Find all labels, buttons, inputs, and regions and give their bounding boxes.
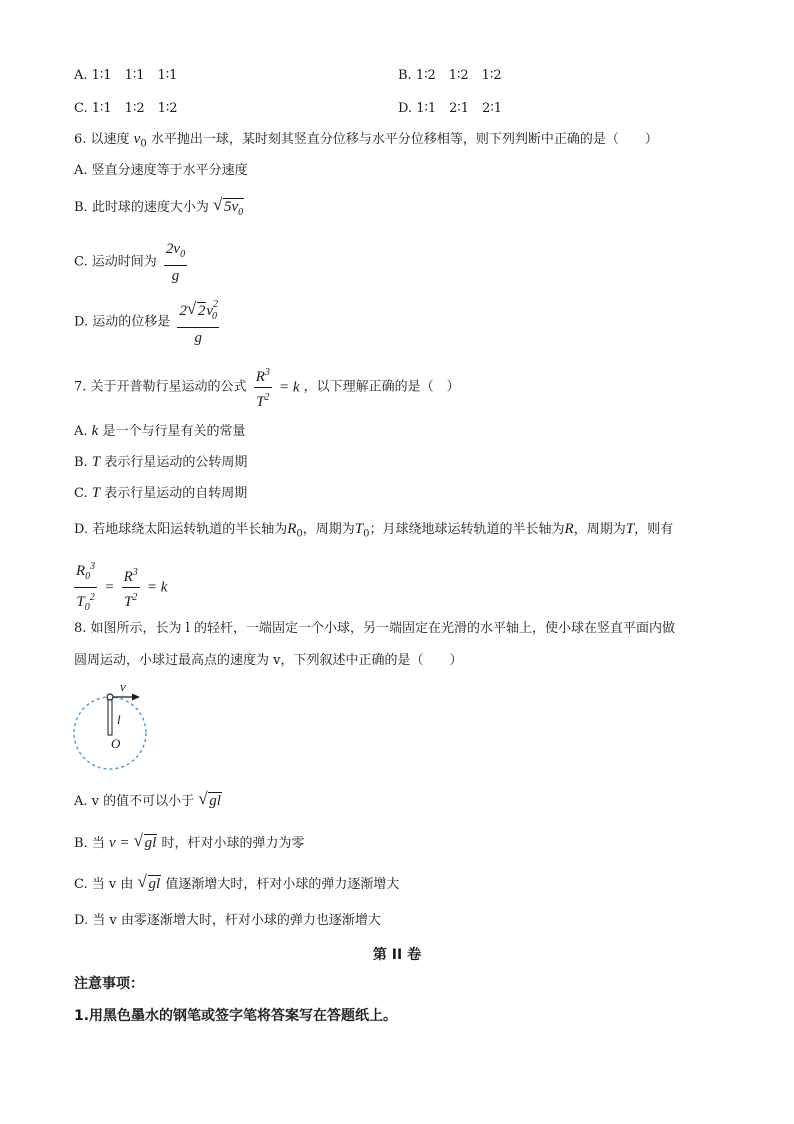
q8-option-a: A. v 的值不可以小于 √ gl <box>74 789 221 809</box>
fraction: 2 √ $2v^2_0$ g <box>179 299 219 346</box>
rod <box>108 697 112 735</box>
q8-figure <box>68 678 178 778</box>
label-l: l <box>117 712 121 727</box>
label-o: O <box>111 736 121 751</box>
q6-option-d: D. 运动的位移是 2 √ $2v^2_0$ g <box>74 299 219 346</box>
option-c-prev: C. 1∶1 1∶2 1∶2 <box>74 101 178 116</box>
q8-stem-line2: 圆周运动，小球过最高点的速度为 v，下列叙述中正确的是（ ） <box>74 653 463 668</box>
option-b-prev: B. 1∶2 1∶2 1∶2 <box>398 68 502 83</box>
q6-stem: 6. 以速度 $v_0$ 水平抛出一球，某时刻其竖直分位移与水平分位移相等，则下列判断中正确的是（ ） <box>74 131 658 150</box>
q8-option-c: C. 当 v 由 √ gl 值逐渐增大时，杆对小球的弹力逐渐增大 <box>74 872 400 892</box>
option-d-prev: D. 1∶1 2∶1 2∶1 <box>398 101 503 116</box>
section-title: 第 II 卷 <box>372 947 422 963</box>
q8-stem-line1: 8. 如图所示，长为 l 的轻杆，一端固定一个小球，另一端固定在光滑的水平轴上，使小球在竖直平面内做 <box>74 621 675 636</box>
fraction: $\frac{R^3}{T^2}$ <box>254 364 272 411</box>
q7-option-b: B. T 表示行星运动的公转周期 <box>74 454 248 470</box>
arrow-head-icon <box>132 694 140 701</box>
notice-heading: 注意事项： <box>74 976 144 992</box>
q7-option-d: D. 若地球绕太阳运转轨道的半长轴为$R_0$，周期为$T_0$；月球绕地球运转轨道的半长轴为R，周期为T，则有 <box>74 521 674 540</box>
q6-option-b: B. 此时球的速度大小为 √ $5v_0$ <box>74 198 244 221</box>
q8-option-d: D. 当 v 由零逐渐增大时，杆对小球的弹力也逐渐增大 <box>74 913 381 928</box>
q7-option-c: C. T 表示行星运动的自转周期 <box>74 485 248 501</box>
label-v: v <box>120 679 126 694</box>
fraction: $\frac{2v_0}{g}$ <box>165 241 186 284</box>
q7-equation: $\frac{R_0^3}{T_0^2}$ = $\frac{R^3}{T^2}$ = k <box>74 558 167 617</box>
q7-stem: 7. 关于开普勒行星运动的公式 $\frac{R^3}{T^2}$ = k ，以下理解正确的是（ ） <box>74 364 460 411</box>
option-a-prev: A. 1∶1 1∶1 1∶1 <box>74 68 178 83</box>
notice-item-1: 1.用黑色墨水的钢笔或签字笔将答案写在答题纸上。 <box>74 1008 398 1024</box>
sqrt-symbol: √ $5v_0$ <box>213 198 244 221</box>
ball <box>107 694 113 700</box>
q6-option-c: C. 运动时间为 $\frac{2v_0}{g}$ <box>74 241 186 284</box>
q8-option-b: B. 当 v = √ gl 时，杆对小球的弹力为零 <box>74 831 305 851</box>
q7-option-a: A. k 是一个与行星有关的常量 <box>74 423 246 439</box>
q6-option-a: A. 竖直分速度等于水平分速度 <box>74 163 248 178</box>
